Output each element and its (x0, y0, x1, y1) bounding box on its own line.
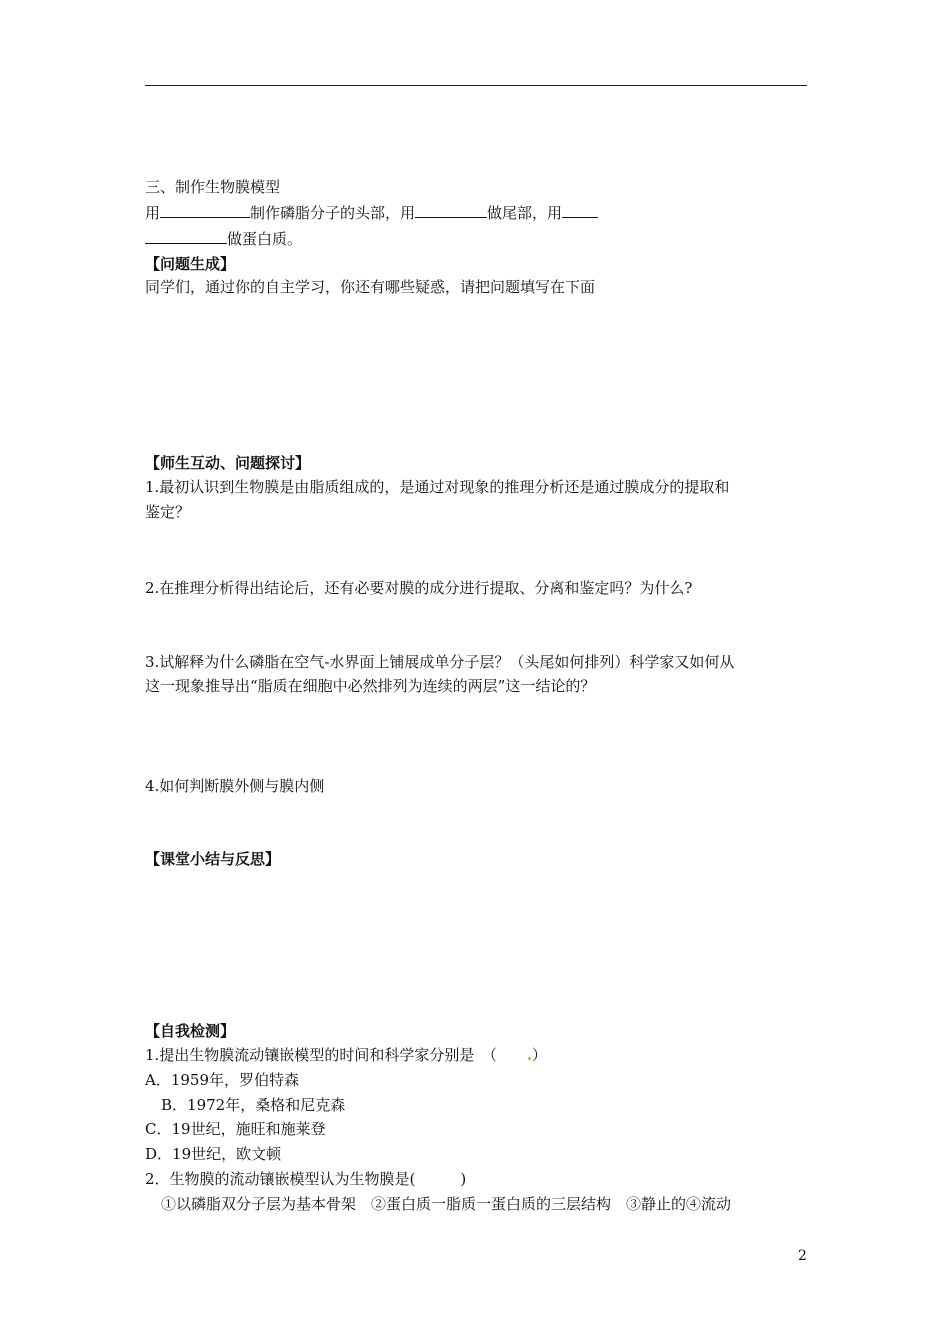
fill-blank-3[interactable] (562, 203, 598, 218)
selftest-heading: 【自我检测】 (145, 1022, 236, 1040)
option-b: B．1972年，桑格和尼克森 (161, 1096, 346, 1114)
selftest-q1 (145, 1044, 547, 1066)
text-segment: 制作磷脂分子的头部，用 (250, 204, 416, 222)
interaction-heading: 【师生互动、问题探讨】 (145, 454, 311, 472)
question-gen-heading: 【问题生成】 (145, 255, 236, 273)
page-number: 2 (798, 1248, 807, 1264)
question-3-line1: 3.试解释为什么磷脂在空气-水界面上铺展成单分子层？（头尾如何排列）科学家又如何从 (145, 653, 735, 671)
section3-heading: 三、制作生物膜模型 (145, 178, 281, 196)
text-segment: 用 (145, 204, 161, 222)
fill-blank-1[interactable] (160, 203, 250, 218)
question-4: 4.如何判断膜外侧与膜内侧 (145, 777, 325, 795)
question-1-line2: 鉴定？ (145, 503, 191, 521)
selftest-q2-options: ①以磷脂双分子层为基本骨架 ②蛋白质一脂质一蛋白质的三层结构 ③静止的④流动 (161, 1195, 732, 1213)
text-segment: 做尾部，用 (487, 204, 563, 222)
question-2: 2.在推理分析得出结论后，还有必要对膜的成分进行提取、分离和鉴定吗？为什么? (145, 579, 693, 597)
summary-heading: 【课堂小结与反思】 (145, 850, 281, 868)
question-3-line2: 这一现象推导出“脂质在细胞中必然排列为连续的两层”这一结论的？ (145, 677, 596, 695)
selftest-q1-close: ） (531, 1046, 547, 1064)
mark-dot (528, 1057, 531, 1060)
section3-line1 (145, 202, 598, 224)
text-segment: 做蛋白质。 (227, 230, 303, 248)
section3-line2 (145, 228, 302, 250)
fill-blank-2[interactable] (415, 203, 487, 218)
question-1-line1: 1.最初认识到生物膜是由脂质组成的，是通过对现象的推理分析还是通过膜成分的提取和 (145, 478, 730, 496)
fill-blank-3-cont[interactable] (145, 229, 227, 244)
selftest-q2: 2．生物膜的流动镶嵌模型认为生物膜是( ) (145, 1170, 467, 1188)
header-rule (145, 85, 807, 86)
question-gen-text: 同学们，通过你的自主学习，你还有哪些疑惑，请把问题填写在下面 (145, 278, 596, 296)
option-c: C．19世纪，施旺和施莱登 (145, 1120, 326, 1138)
selftest-q1-text: 1.提出生物膜流动镶嵌模型的时间和科学家分别是 （ (145, 1046, 497, 1064)
option-a: A．1959年，罗伯特森 (145, 1071, 300, 1089)
option-d: D．19世纪，欧文顿 (145, 1145, 282, 1163)
